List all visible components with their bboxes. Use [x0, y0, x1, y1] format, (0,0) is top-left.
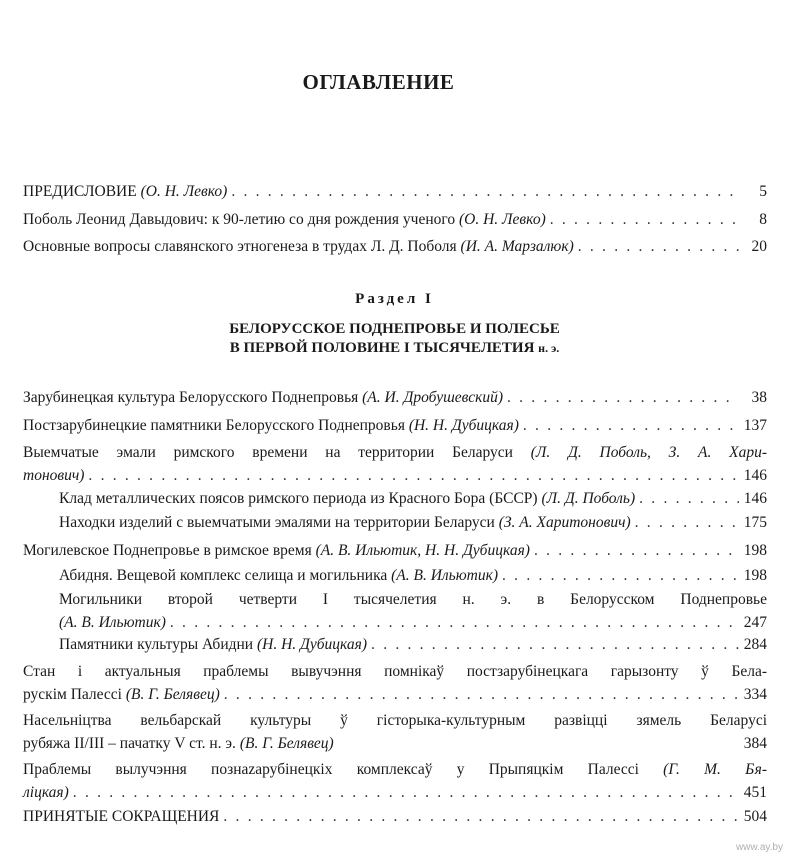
leader-dots	[502, 564, 739, 587]
entry-title: Клад металлических поясов римского периода из Красного Бора (БССР)	[59, 490, 542, 507]
leader-dots	[639, 487, 739, 510]
entry-title: Основные вопросы славянского этногенеза в трудах Л. Д. Поболя	[23, 238, 461, 255]
entry-title: Находки изделий с выемчатыми эмалями на территории Беларуси	[59, 514, 499, 531]
toc-entry	[23, 180, 767, 203]
entry-title: Постзарубинецкие памятники Белорусского Поднепровья	[23, 417, 409, 434]
entry-title: Праблемы вылучэння познazарубінецкіх комплексаў у Прыпяцкім Палессі	[23, 761, 664, 778]
page-number: 504	[743, 808, 767, 825]
section-title-suffix: н. э.	[538, 341, 560, 355]
entry-author: (О. Н. Левко)	[140, 183, 228, 200]
page-number: 334	[743, 686, 767, 703]
page-number: 38	[751, 389, 767, 406]
section-title	[0, 320, 789, 358]
leader-dots	[550, 208, 739, 231]
page-number: 175	[743, 514, 767, 531]
entry-author: (З. А. Харитонович)	[498, 514, 631, 531]
page-number: 137	[743, 417, 767, 434]
leader-dots	[371, 633, 739, 656]
entry-title: Могильники второй четверти I тысячелетия н. э. в Белорусском Поднепровье	[59, 591, 767, 608]
toc-heading: ОГЛАВЛЕНИЕ	[302, 70, 455, 94]
entry-author: (А. В. Ильютик)	[59, 614, 166, 631]
page-number: 247	[743, 614, 767, 631]
entry-author: (А. В. Ильютик)	[391, 567, 499, 584]
leader-dots	[523, 414, 739, 437]
page-number: 284	[743, 636, 767, 653]
toc-subentry	[59, 487, 767, 510]
toc-subentry	[59, 633, 767, 656]
page-number: 451	[743, 784, 767, 801]
page-number: 384	[743, 735, 767, 752]
entry-title: Зарубинецкая культура Белорусского Поднепровья	[23, 389, 363, 406]
leader-dots	[635, 511, 739, 534]
toc-entry	[23, 660, 767, 706]
entry-author: (Н. Н. Дубицкая)	[408, 417, 519, 434]
leader-dots	[224, 683, 739, 706]
section-label: Раздел I	[355, 291, 434, 307]
page-number: 198	[743, 567, 767, 584]
leader-dots	[534, 539, 739, 562]
entry-title: Памятники культуры Абидни	[59, 636, 257, 653]
toc-entry	[23, 414, 767, 437]
leader-dots	[231, 180, 739, 203]
toc-subentry	[59, 511, 767, 534]
entry-title: ПРИНЯТЫЕ СОКРАЩЕНИЯ	[23, 808, 220, 825]
leader-dots	[170, 611, 739, 634]
toc-entry	[23, 235, 767, 258]
entry-title-cont: рубяжа II/III – пачатку V ст. н. э.	[23, 735, 240, 752]
entry-title: Могилевское Поднепровье в римское время	[23, 542, 316, 559]
entry-title: ПРЕДИСЛОВИЕ	[23, 183, 141, 200]
page-number: 146	[743, 467, 767, 484]
toc-subentry	[59, 588, 767, 634]
watermark: www.ay.by	[735, 842, 783, 853]
entry-author: (В. Г. Белявец)	[239, 735, 334, 752]
entry-author: (В. Г. Белявец)	[125, 686, 220, 703]
page-number: 5	[759, 183, 767, 200]
entry-author: (И. А. Марзалюк)	[460, 238, 574, 255]
leader-dots	[223, 805, 739, 828]
toc-entry	[23, 805, 767, 828]
toc-entry	[23, 758, 767, 804]
toc-entry	[23, 441, 767, 487]
entry-title: Выемчатые эмали римского времени на территории Беларуси	[23, 444, 531, 461]
entry-title: Стан і актуальныя праблемы вывучэння помнікаў постзарубінецкага гарызонту ў Бела-	[23, 663, 767, 680]
leader-dots	[73, 781, 739, 804]
entry-author-cont: ліцкая)	[23, 784, 69, 801]
section-title-line2: В ПЕРВОЙ ПОЛОВИНЕ I ТЫСЯЧЕЛЕТИЯ	[229, 340, 535, 356]
entry-author: (А. В. Ильютик, Н. Н. Дубицкая)	[315, 542, 530, 559]
page-number: 146	[743, 490, 767, 507]
toc-entry	[23, 208, 767, 231]
section-title-line1: БЕЛОРУССКОЕ ПОДНЕПРОВЬЕ И ПОЛЕСЬЕ	[229, 321, 560, 337]
entry-author: (А. И. Дробушевский)	[362, 389, 503, 406]
toc-subentry	[59, 564, 767, 587]
entry-title: Абидня. Вещевой комплекс селища и могильника	[59, 567, 392, 584]
page-number: 8	[759, 211, 767, 228]
page-number: 20	[751, 238, 767, 255]
entry-author: (О. Н. Левко)	[459, 211, 546, 228]
entry-author: (Н. Н. Дубицкая)	[256, 636, 368, 653]
page-number: 198	[743, 542, 767, 559]
entry-author: (Л. Д. Поболь)	[541, 490, 636, 507]
entry-title-cont: рускім Палессі	[23, 686, 126, 703]
leader-dots	[507, 386, 739, 409]
toc-entry	[23, 386, 767, 409]
leader-dots	[578, 235, 739, 258]
entry-author-cont: тонович)	[23, 467, 85, 484]
entry-title: Насельніцтва вельбарскай культуры ў гісторыка-культурным развіцці зямель Беларусі	[23, 712, 767, 729]
entry-title: Поболь Леонид Давыдович: к 90-летию со дня рождения ученого	[23, 211, 459, 228]
toc-entry	[23, 539, 767, 562]
entry-author: (Г. М. Бя-	[663, 761, 767, 778]
entry-author: (Л. Д. Поболь, З. А. Хари-	[530, 444, 767, 461]
toc-entry	[23, 709, 767, 755]
leader-dots	[88, 464, 739, 487]
